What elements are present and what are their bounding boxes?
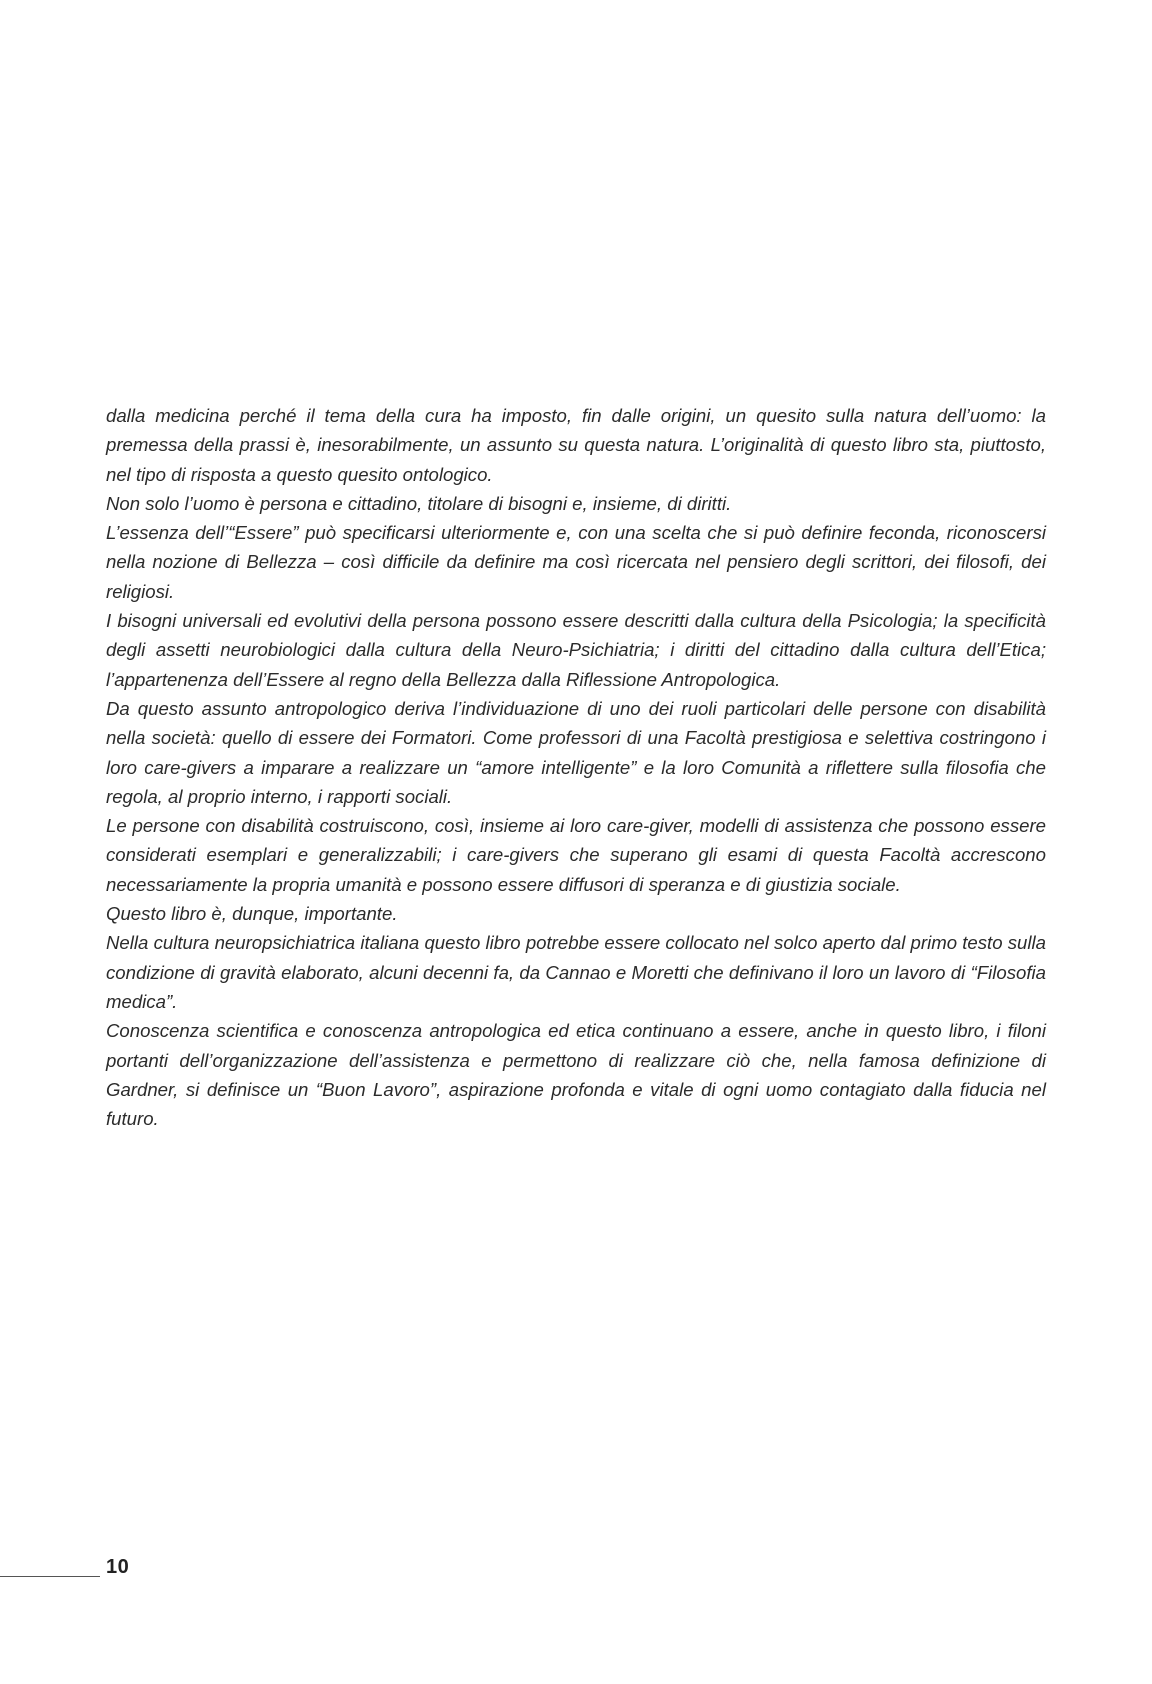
paragraph: L’essenza dell’“Essere” può specificarsi ulteriormente e, con una scelta che si può definire feconda, riconoscersi nella nozione di Bellezza – così difficile da definire ma così ricercata nel pensiero degli scrittori, dei filosofi, dei religiosi. (106, 522, 1046, 602)
paragraph: Nella cultura neuropsichiatrica italiana questo libro potrebbe essere collocato nel solco aperto dal primo testo sulla condizione di gravità elaborato, alcuni decenni fa, da Cannao e Moretti che definivano il loro un lavoro di “Filosofia medica”. (106, 932, 1046, 1012)
paragraph: Questo libro è, dunque, importante. (106, 903, 398, 925)
paragraph: I bisogni universali ed evolutivi della persona possono essere descritti dalla cultura della Psicologia; la specificità degli assetti neurobiologici dalla cultura della Neuro-Psichiatria; i diritti del cittadino dalla cultura dell’Etica; l’appartenenza dell’Essere al regno della Bellezza dalla Riflessione Antropologica. (106, 610, 1046, 690)
body-text (106, 401, 1046, 1133)
page-number: 10 (106, 1556, 130, 1578)
paragraph: dalla medicina perché il tema della cura ha imposto, fin dalle origini, un quesito sulla natura dell’uomo: la premessa della prassi è, inesorabilmente, un assunto su questa natura. L’originalità di questo libro sta, piuttosto, nel tipo di risposta a questo quesito ontologico. (106, 405, 1046, 485)
paragraph: Conoscenza scientifica e conoscenza antropologica ed etica continuano a essere, anche in questo libro, i filoni portanti dell’organizzazione dell’assistenza e permettono di realizzare ciò che, nella famosa definizione di Gardner, si definisce un “Buon Lavoro”, aspirazione profonda e vitale di ogni uomo contagiato dalla fiducia nel futuro. (106, 1020, 1046, 1130)
paragraph: Non solo l’uomo è persona e cittadino, titolare di bisogni e, insieme, di diritti. (106, 492, 732, 514)
footer-rule (0, 1576, 100, 1577)
paragraph: Da questo assunto antropologico deriva l’individuazione di uno dei ruoli particolari delle persone con disabilità nella società: quello di essere dei Formatori. Come professori di una Facoltà prestigiosa e selettiva costringono i loro care-givers a imparare a realizzare un “amore intelligente” e la loro Comunità a riflettere sulla filosofia che regola, al proprio interno, i rapporti sociali. (106, 697, 1046, 807)
paragraph: Le persone con disabilità costruiscono, così, insieme ai loro care-giver, modelli di assistenza che possono essere considerati esemplari e generalizzabili; i care-givers che superano gli esami di questa Facoltà accrescono necessariamente la propria umanità e possono essere diffusori di speranza e di giustizia sociale. (106, 815, 1046, 895)
